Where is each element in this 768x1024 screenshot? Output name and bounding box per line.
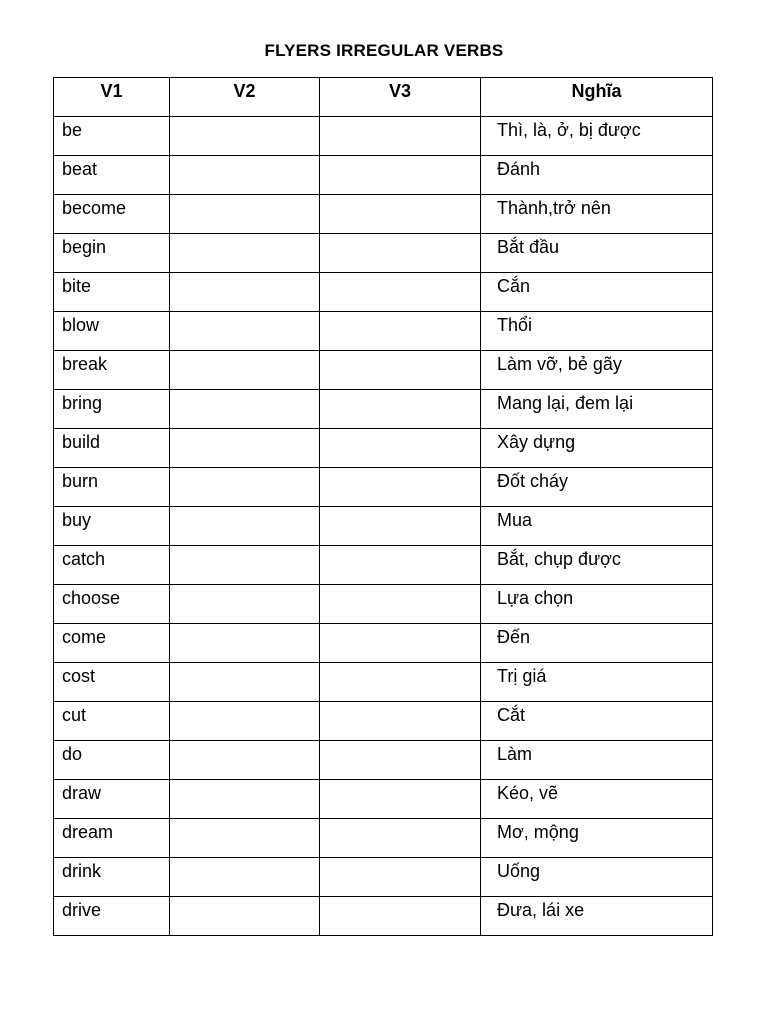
table-row [54,585,713,624]
table-row [54,390,713,429]
cell-v3 [320,624,481,663]
cell-v3 [320,858,481,897]
table-row [54,858,713,897]
cell-v3 [320,702,481,741]
table-row [54,273,713,312]
cell-v3 [320,156,481,195]
cell-meaning: Đưa, lái xe [481,897,713,936]
table-row [54,351,713,390]
cell-v1: come [54,624,170,663]
cell-v2 [170,117,320,156]
cell-v3 [320,663,481,702]
cell-meaning: Mua [481,507,713,546]
cell-v2 [170,507,320,546]
cell-v1: drink [54,858,170,897]
cell-meaning: Mang lại, đem lại [481,390,713,429]
page-title: FLYERS IRREGULAR VERBS [264,41,504,60]
cell-v2 [170,351,320,390]
cell-v3 [320,819,481,858]
cell-meaning: Đến [481,624,713,663]
cell-meaning: Bắt đầu [481,234,713,273]
cell-v1: become [54,195,170,234]
cell-v2 [170,741,320,780]
cell-meaning: Thành,trở nên [481,195,713,234]
cell-v1: bring [54,390,170,429]
verbs-table [53,77,713,936]
table-row [54,312,713,351]
cell-v2 [170,858,320,897]
cell-v1: cut [54,702,170,741]
cell-meaning: Đánh [481,156,713,195]
cell-v2 [170,663,320,702]
cell-v2 [170,702,320,741]
cell-meaning: Làm [481,741,713,780]
header-v2: V2 [170,78,320,117]
cell-v3 [320,897,481,936]
table-row [54,663,713,702]
cell-v1: buy [54,507,170,546]
cell-v2 [170,546,320,585]
cell-v1: build [54,429,170,468]
cell-meaning: Kéo, vẽ [481,780,713,819]
cell-v1: blow [54,312,170,351]
cell-v2 [170,897,320,936]
cell-meaning: Lựa chọn [481,585,713,624]
cell-v3 [320,429,481,468]
cell-meaning: Mơ, mộng [481,819,713,858]
cell-v2 [170,624,320,663]
header-meaning: Nghĩa [481,78,713,117]
cell-v3 [320,585,481,624]
cell-v2 [170,273,320,312]
table-row [54,195,713,234]
cell-v1: beat [54,156,170,195]
cell-v3 [320,780,481,819]
cell-v2 [170,195,320,234]
cell-v3 [320,117,481,156]
cell-v1: break [54,351,170,390]
header-v3: V3 [320,78,481,117]
cell-v1: begin [54,234,170,273]
cell-v2 [170,156,320,195]
cell-meaning: Bắt, chụp được [481,546,713,585]
cell-v2 [170,780,320,819]
cell-meaning: Xây dựng [481,429,713,468]
cell-v3 [320,741,481,780]
cell-v1: be [54,117,170,156]
cell-meaning: Thì, là, ở, bị được [481,117,713,156]
cell-meaning: Uống [481,858,713,897]
table-row [54,546,713,585]
cell-v1: catch [54,546,170,585]
table-row [54,780,713,819]
cell-v3 [320,312,481,351]
cell-meaning: Trị giá [481,663,713,702]
cell-v2 [170,234,320,273]
table-row [54,156,713,195]
cell-meaning: Làm vỡ, bẻ gãy [481,351,713,390]
cell-v3 [320,390,481,429]
table-row [54,507,713,546]
cell-v1: bite [54,273,170,312]
cell-v3 [320,273,481,312]
cell-v2 [170,312,320,351]
cell-v3 [320,195,481,234]
table-row [54,468,713,507]
header-v1: V1 [54,78,170,117]
cell-v2 [170,585,320,624]
cell-v2 [170,390,320,429]
cell-v1: do [54,741,170,780]
cell-meaning: Cắt [481,702,713,741]
table-body [54,117,713,936]
table-row [54,897,713,936]
cell-v3 [320,234,481,273]
cell-meaning: Cắn [481,273,713,312]
cell-v3 [320,507,481,546]
cell-v1: dream [54,819,170,858]
cell-meaning: Thổi [481,312,713,351]
cell-v1: burn [54,468,170,507]
table-row [54,429,713,468]
table-row [54,624,713,663]
cell-v2 [170,468,320,507]
table-row [54,741,713,780]
cell-v3 [320,468,481,507]
cell-v1: cost [54,663,170,702]
table-row [54,702,713,741]
table-header-row [54,78,713,117]
cell-v2 [170,819,320,858]
table-row [54,234,713,273]
cell-v1: choose [54,585,170,624]
table-row [54,819,713,858]
table-row [54,117,713,156]
cell-meaning: Đốt cháy [481,468,713,507]
cell-v1: drive [54,897,170,936]
cell-v3 [320,351,481,390]
cell-v2 [170,429,320,468]
cell-v3 [320,546,481,585]
cell-v1: draw [54,780,170,819]
